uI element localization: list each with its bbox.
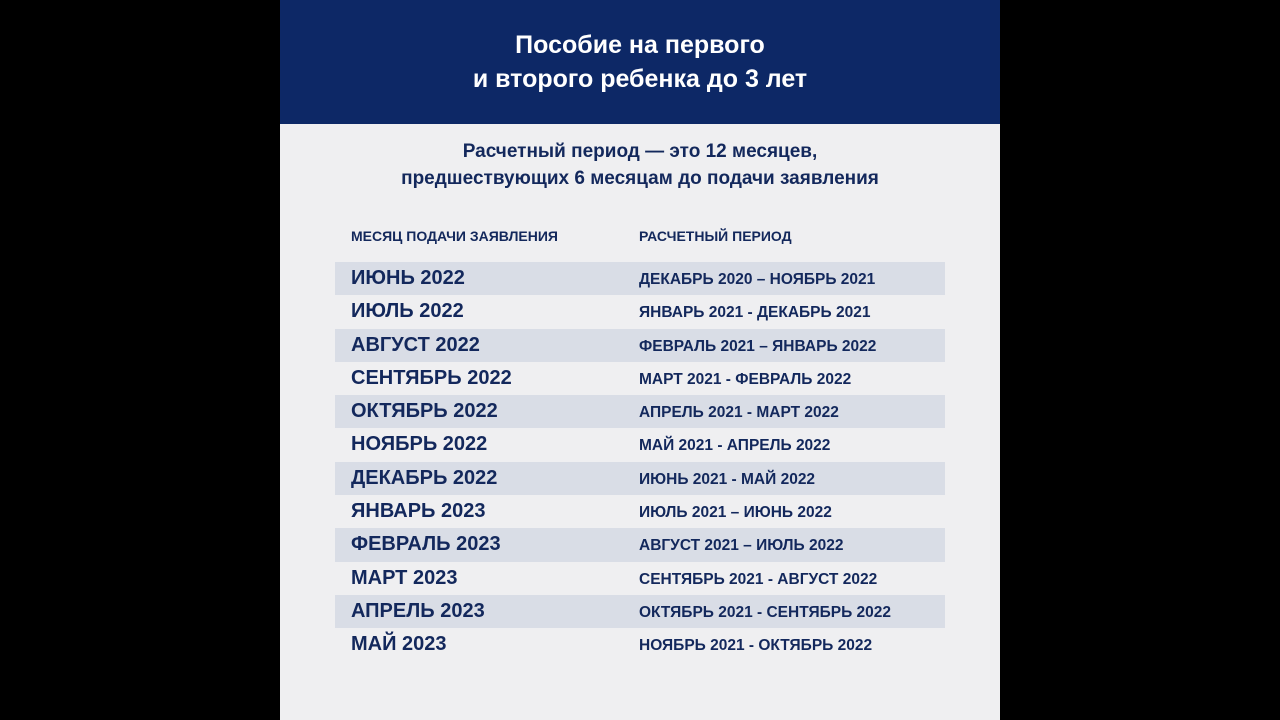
table-row	[335, 395, 945, 428]
row-period: ОКТЯБРЬ 2021 - СЕНТЯБРЬ 2022	[639, 603, 892, 621]
table-row	[335, 295, 945, 328]
table-row	[335, 428, 945, 461]
table-row	[335, 495, 945, 528]
table-row	[335, 262, 945, 295]
table-row	[335, 362, 945, 395]
row-month: ОКТЯБРЬ 2022	[351, 400, 498, 423]
row-month: МАЙ 2023	[351, 633, 447, 656]
row-month: АВГУСТ 2022	[351, 333, 480, 356]
row-period: НОЯБРЬ 2021 - ОКТЯБРЬ 2022	[639, 637, 873, 655]
table-row	[335, 329, 945, 362]
row-period: АВГУСТ 2021 – ИЮЛЬ 2022	[639, 537, 844, 555]
row-period: ИЮНЬ 2021 - МАЙ 2022	[639, 470, 816, 488]
info-card	[280, 0, 1000, 720]
row-period: МАРТ 2021 - ФЕВРАЛЬ 2022	[639, 370, 852, 388]
title-banner	[280, 0, 1000, 124]
subtitle-line-1: Расчетный период — это 12 месяцев,	[462, 141, 818, 162]
subtitle-line-2: предшествующих 6 месяцам до подачи заявления	[401, 168, 879, 189]
column-header-period: РАСЧЕТНЫЙ ПЕРИОД	[639, 228, 792, 244]
row-period: ИЮЛЬ 2021 – ИЮНЬ 2022	[639, 504, 832, 522]
row-period: МАЙ 2021 - АПРЕЛЬ 2022	[639, 437, 831, 455]
row-period: АПРЕЛЬ 2021 - МАРТ 2022	[639, 404, 839, 422]
row-period: ДЕКАБРЬ 2020 – НОЯБРЬ 2021	[639, 271, 876, 288]
row-month: ИЮНЬ 2022	[351, 267, 465, 289]
row-month: НОЯБРЬ 2022	[351, 433, 488, 456]
row-period: ЯНВАРЬ 2021 - ДЕКАБРЬ 2021	[639, 304, 871, 322]
period-table	[335, 262, 945, 662]
row-month: ФЕВРАЛЬ 2023	[351, 533, 501, 556]
subtitle	[280, 138, 1000, 192]
row-period: СЕНТЯБРЬ 2021 - АВГУСТ 2022	[639, 570, 878, 588]
row-month: ДЕКАБРЬ 2022	[351, 466, 498, 489]
row-month: АПРЕЛЬ 2023	[351, 599, 485, 622]
table-row	[335, 562, 945, 595]
row-month: СЕНТЯБРЬ 2022	[351, 366, 512, 389]
table-row	[335, 462, 945, 495]
page-title-line-2: и второго ребенка до 3 лет	[472, 65, 808, 93]
column-header-month: МЕСЯЦ ПОДАЧИ ЗАЯВЛЕНИЯ	[351, 228, 558, 244]
table-row	[335, 628, 945, 661]
table-row	[335, 528, 945, 561]
table-row	[335, 595, 945, 628]
row-month: МАРТ 2023	[351, 566, 458, 589]
row-month: ЯНВАРЬ 2023	[351, 500, 486, 523]
page-title-line-1: Пособие на первого	[515, 31, 765, 59]
row-month: ИЮЛЬ 2022	[351, 300, 464, 323]
row-period: ФЕВРАЛЬ 2021 – ЯНВАРЬ 2022	[639, 337, 877, 355]
